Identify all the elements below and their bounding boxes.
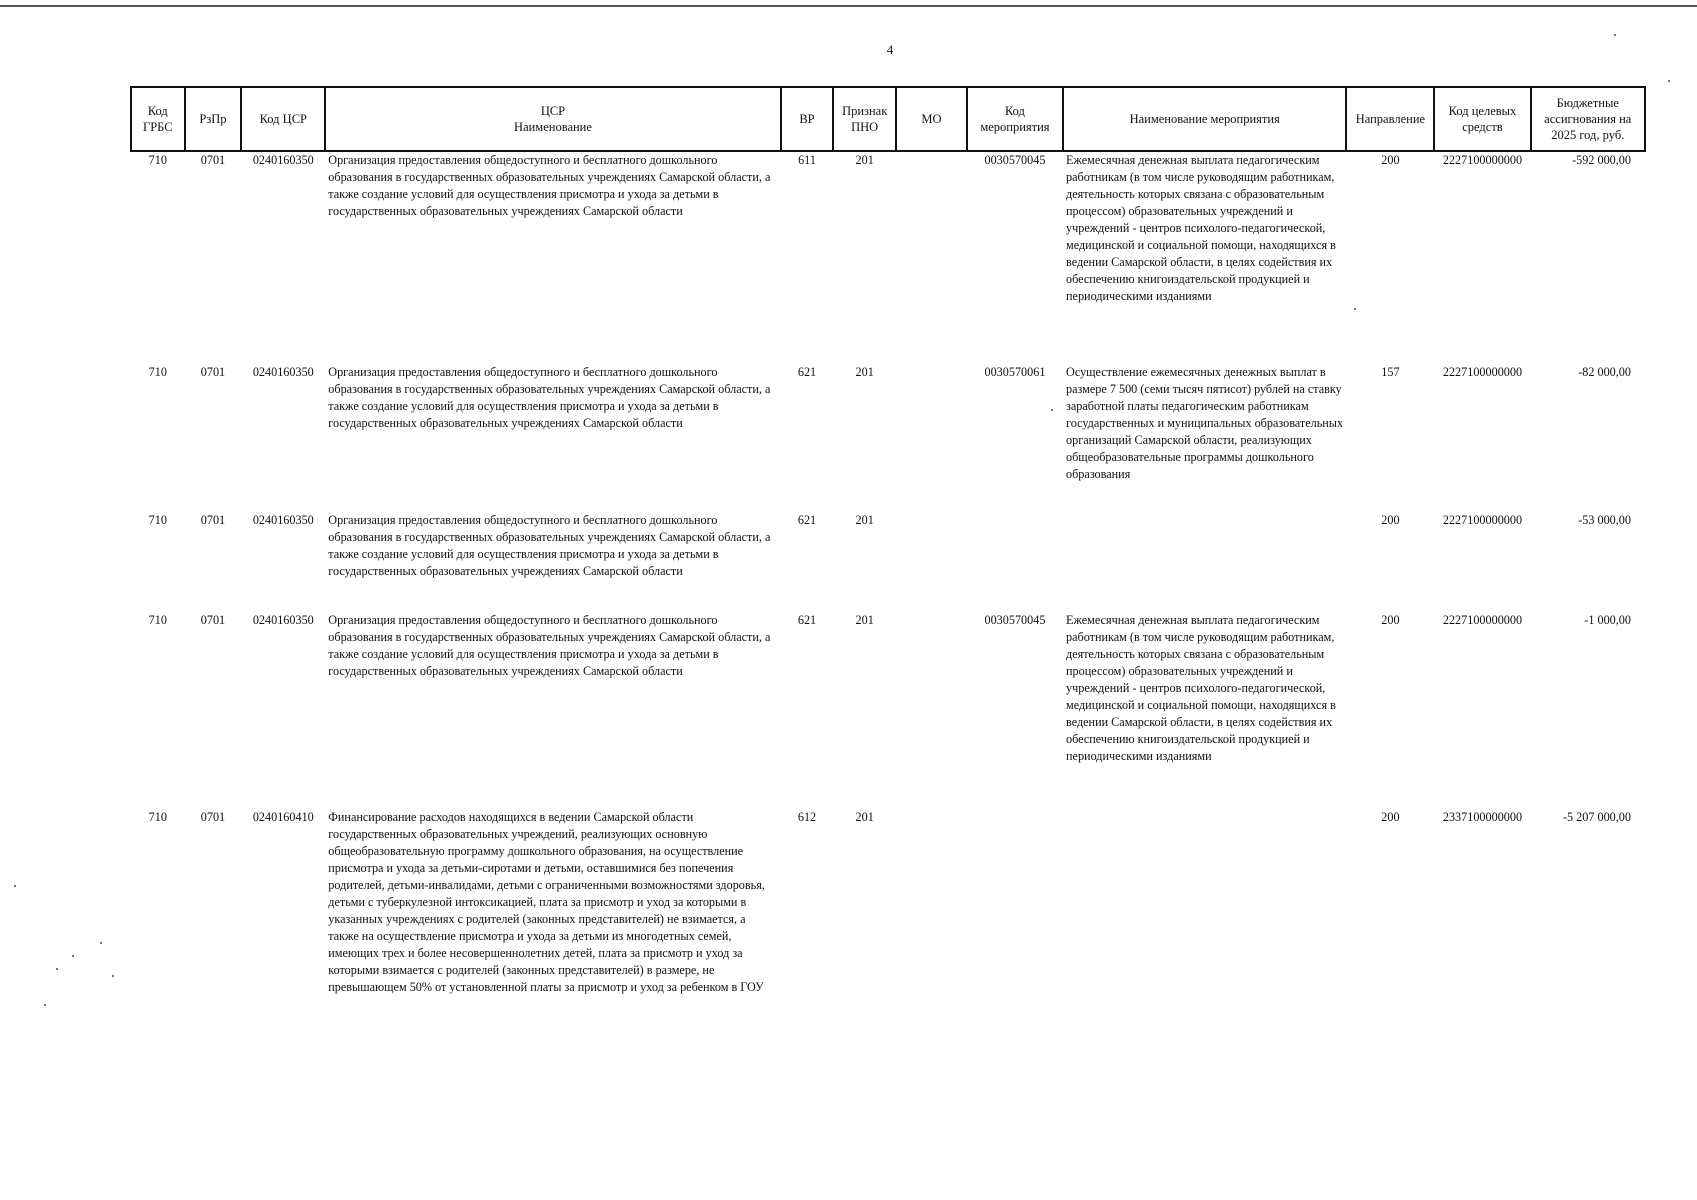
scan-speck <box>1614 34 1616 36</box>
scan-speck <box>14 885 16 887</box>
cell-grbs: 710 <box>148 613 167 627</box>
header-kod-grbs: Код ГРБС <box>131 87 185 151</box>
header-vr: ВР <box>781 87 834 151</box>
cell-mo <box>896 151 967 364</box>
cell-csr-name: Финансирование расходов находящихся в ведении Самарской области государственных образовательных учреждений, реализующих основную общеобразовательную программу дошкольного образования, на осуществление присмотра и ухода за детьми-сиротами и детьми, оставшимися без попечения родителей, детьми-инвалидами, детьми с ограниченными возможностями здоровья, детьми с туберкулезной интоксикацией, плата за присмотр и уход за которыми в указанных учреждениях с родителей (законных представителей) не взимается, а также на осуществление присмотра и ухода за детьми из многодетных семей, имеющих трех и более несовершеннолетних детей, плата за присмотр и уход за которыми взимается с родителей (законных представителей) в размере, не превышающем 50% от установленной платы за присмотр и уход за ребенком в ГОУ <box>328 810 765 994</box>
scan-edge-line <box>0 5 1697 7</box>
cell-grbs: 710 <box>148 153 167 167</box>
cell-rzpr: 0701 <box>200 810 226 824</box>
cell-direction: 157 <box>1381 365 1400 379</box>
header-mo: МО <box>896 87 967 151</box>
header-budget-line3: 2025 год, руб. <box>1551 128 1625 142</box>
cell-pno: 201 <box>855 613 874 627</box>
header-kod-celevyh-sredstv: Код целевых средств <box>1434 87 1530 151</box>
cell-rzpr: 0701 <box>200 153 226 167</box>
header-kod-meropriyatiya: Код мероприятия <box>967 87 1063 151</box>
cell-vr: 621 <box>797 513 817 527</box>
cell-event-code: 0030570045 <box>984 153 1046 167</box>
cell-event-code: 0030570045 <box>984 613 1046 627</box>
scan-speck <box>1051 409 1053 411</box>
cell-csr-code: 0240160350 <box>252 365 314 379</box>
cell-csr-code: 0240160350 <box>252 613 314 627</box>
page-number: 4 <box>886 42 894 57</box>
header-kod-csr: Код ЦСР <box>241 87 325 151</box>
cell-csr-name: Организация предоставления общедоступного и бесплатного дошкольного образования в государственных образовательных учреждениях Самарской области, а также создание условий для осуществления присмотра и ухода за детьми в государственных образовательных учреждениях Самарской области <box>328 365 771 430</box>
scan-speck <box>112 975 114 977</box>
cell-event-code <box>967 512 1063 612</box>
cell-grbs: 710 <box>148 365 167 379</box>
cell-csr-name: Организация предоставления общедоступного и бесплатного дошкольного образования в государственных образовательных учреждениях Самарской области, а также создание условий для осуществления присмотра и ухода за детьми в государственных образовательных учреждениях Самарской области <box>328 513 771 578</box>
cell-vr: 621 <box>797 613 817 627</box>
cell-pno: 201 <box>855 810 874 824</box>
header-naimenovanie-meropriyatiya: Наименование мероприятия <box>1063 87 1346 151</box>
scan-speck <box>1668 80 1670 82</box>
table-row <box>131 364 1645 512</box>
cell-event-code: 0030570061 <box>984 365 1046 379</box>
cell-csr-name: Организация предоставления общедоступного и бесплатного дошкольного образования в государственных образовательных учреждениях Самарской области, а также создание условий для осуществления присмотра и ухода за детьми в государственных образовательных учреждениях Самарской области <box>328 153 771 218</box>
cell-direction: 200 <box>1381 613 1400 627</box>
header-csr-name <box>325 87 780 151</box>
cell-csr-code: 0240160350 <box>252 153 314 167</box>
cell-target-code: 2227100000000 <box>1442 365 1523 379</box>
table-row <box>131 151 1645 364</box>
cell-amount: -5 207 000,00 <box>1562 810 1631 824</box>
table-row <box>131 809 1645 1029</box>
table-header-row <box>131 87 1645 151</box>
header-budget-line1: Бюджетные <box>1556 96 1619 110</box>
header-napravlenie: Направление <box>1346 87 1434 151</box>
budget-table-container <box>130 86 1646 1029</box>
cell-amount: -1 000,00 <box>1584 613 1631 627</box>
cell-amount: -53 000,00 <box>1578 513 1631 527</box>
cell-rzpr: 0701 <box>200 513 226 527</box>
cell-event-code <box>967 809 1063 1029</box>
cell-amount: -82 000,00 <box>1578 365 1631 379</box>
cell-target-code: 2227100000000 <box>1442 153 1523 167</box>
cell-csr-code: 0240160350 <box>252 513 314 527</box>
scan-speck <box>56 968 58 970</box>
table-row <box>131 612 1645 809</box>
scan-speck <box>1354 308 1356 310</box>
cell-vr: 612 <box>797 810 817 824</box>
cell-event-name: Ежемесячная денежная выплата педагогическим работникам (в том числе руководящим работникам, деятельность которых связана с образовательным процессом) образовательных учреждений и учреждений - центров психолого-педагогической, медицинской и социальной помощи, находящихся в ведении Самарской области, в целях содействия их обеспечению книгоиздательской продукцией и периодическими изданиями <box>1066 613 1336 763</box>
cell-amount: -592 000,00 <box>1572 153 1631 167</box>
cell-rzpr: 0701 <box>200 613 226 627</box>
cell-pno: 201 <box>855 513 874 527</box>
cell-pno: 201 <box>855 153 874 167</box>
cell-vr: 611 <box>798 153 816 167</box>
cell-mo <box>896 512 967 612</box>
scan-speck <box>100 942 102 944</box>
cell-mo <box>896 364 967 512</box>
header-rzpr: РзПр <box>185 87 242 151</box>
header-budget-line2: ассигнования на <box>1544 112 1632 126</box>
cell-csr-name: Организация предоставления общедоступного и бесплатного дошкольного образования в государственных образовательных учреждениях Самарской области, а также создание условий для осуществления присмотра и ухода за детьми в государственных образовательных учреждениях Самарской области <box>328 613 771 678</box>
cell-csr-code: 0240160410 <box>252 810 314 824</box>
cell-grbs: 710 <box>148 513 167 527</box>
header-budget <box>1531 87 1645 151</box>
cell-target-code: 2337100000000 <box>1442 810 1523 824</box>
budget-table <box>130 86 1646 1029</box>
cell-rzpr: 0701 <box>200 365 226 379</box>
cell-event-name: Осуществление ежемесячных денежных выплат в размере 7 500 (семи тысяч пятисот) рублей на ставку заработной платы педагогическим работникам государственных и муниципальных образовательных организаций Самарской области, реализующих общеобразовательные программы дошкольного образования <box>1066 365 1344 481</box>
cell-pno: 201 <box>855 365 874 379</box>
cell-event-name: Ежемесячная денежная выплата педагогическим работникам (в том числе руководящим работникам, деятельность которых связана с образовательным процессом) образовательных учреждений и учреждений - центров психолого-педагогической, медицинской и социальной помощи, находящихся в ведении Самарской области, в целях содействия их обеспечению книгоиздательской продукцией и периодическими изданиями <box>1066 153 1336 303</box>
header-priznak-pno: Признак ПНО <box>833 87 896 151</box>
cell-mo <box>896 612 967 809</box>
scan-speck <box>72 955 74 957</box>
cell-grbs: 710 <box>148 810 167 824</box>
table-row <box>131 512 1645 612</box>
scan-speck <box>44 1004 46 1006</box>
cell-direction: 200 <box>1381 153 1400 167</box>
cell-event-name <box>1063 809 1346 1029</box>
header-csr-line2: Наименование <box>514 120 592 134</box>
cell-mo <box>896 809 967 1029</box>
cell-target-code: 2227100000000 <box>1442 513 1523 527</box>
cell-direction: 200 <box>1381 810 1400 824</box>
header-csr-line1: ЦСР <box>540 104 566 118</box>
cell-direction: 200 <box>1381 513 1400 527</box>
cell-event-name <box>1063 512 1346 612</box>
cell-target-code: 2227100000000 <box>1442 613 1523 627</box>
cell-vr: 621 <box>797 365 817 379</box>
